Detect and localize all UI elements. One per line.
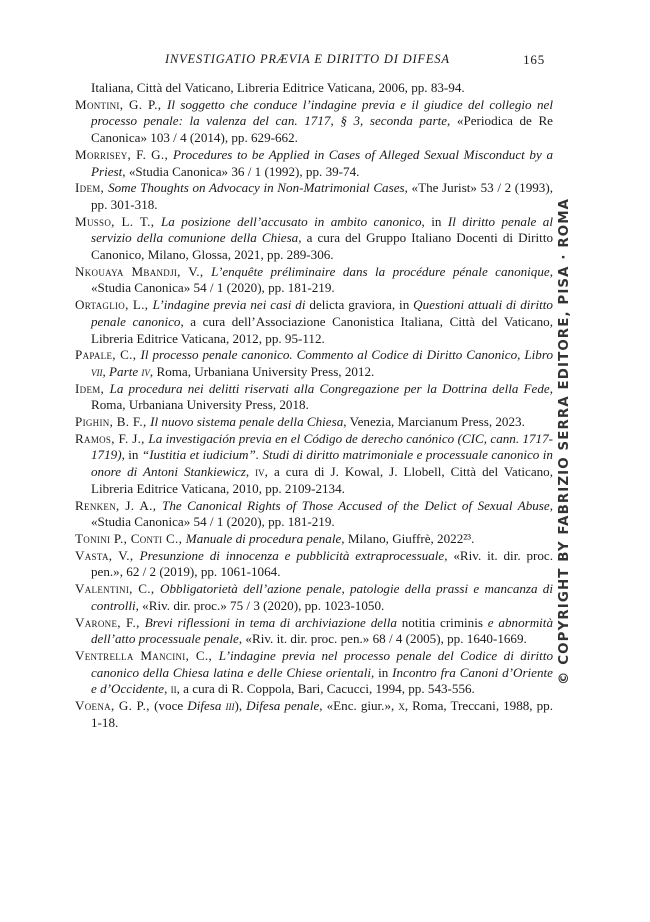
- entry-text: Procedures to be Applied in Cases of Alleged Sexual Misconduct by a Priest: [91, 146, 553, 179]
- entry-text: , Roma, Treccani, 1988, pp. 1-18.: [91, 698, 553, 730]
- entry-text: (voce: [154, 698, 188, 714]
- entry-text: Italiana, Città del Vaticano, Libreria Editrice Vaticana, 2006, pp. 83-94.: [91, 80, 465, 95]
- entry-text: Questioni attuali di diritto penale canonico: [91, 297, 553, 329]
- entry-text: , «Riv. dir. proc.» 75 / 3 (2020), pp. 1023-1050.: [135, 597, 385, 613]
- entry-text: , «Studia Canonica» 54 / 1 (2020), pp. 181-219.: [91, 263, 553, 296]
- running-title: INVESTIGATIO PRÆVIA E DIRITTO DI DIFESA: [165, 52, 450, 66]
- entry-text: , a cura di J. Kowal, J. Llobell, Città del Vaticano, Libreria Editrice Vaticana, 2010, pp. 2109-2134.: [91, 464, 553, 496]
- entry-text: ii: [170, 681, 177, 697]
- bibliography-entry: [75, 414, 553, 431]
- entry-text: , Venezia, Marcianum Press, 2023.: [343, 414, 525, 430]
- entry-author: Ventrella Mancini, C.,: [75, 647, 219, 663]
- bibliography-entry: [75, 648, 553, 698]
- entry-text: Some Thoughts on Advocacy in Non-Matrimonial Cases: [108, 180, 405, 196]
- entry-author: Idem,: [75, 380, 110, 396]
- entry-text: Manuale di procedura penale: [185, 530, 342, 546]
- entry-text: , a cura di R. Coppola, Bari, Cacucci, 1994, pp. 543-556.: [176, 681, 475, 697]
- entry-author: Idem,: [75, 180, 109, 196]
- entry-text: , in: [370, 664, 393, 680]
- entry-text: L’enquête préliminaire dans la procédure pénale canonique: [211, 263, 550, 279]
- entry-text: , Roma, Urbaniana University Press, 2012.: [149, 363, 375, 379]
- entry-author: Ramos, F. J.,: [75, 430, 149, 446]
- bibliography-list: [75, 80, 553, 731]
- entry-text: Difesa: [187, 698, 226, 714]
- bibliography-entry: [75, 498, 553, 531]
- entry-text: La procedura nei delitti riservati alla Congregazione per la Dottrina della Fede: [109, 380, 550, 396]
- bibliography-entry: [75, 548, 553, 581]
- entry-author: Varone, F.,: [75, 614, 145, 630]
- entry-text: , «Enc. giur.»,: [319, 698, 399, 714]
- entry-text: iii: [225, 698, 235, 714]
- page-number: 165: [523, 52, 545, 67]
- entry-text: , «Periodica de Re Canonica» 103 / 4 (2014), pp. 629-662.: [91, 113, 553, 146]
- bibliography-entry: [75, 615, 553, 648]
- entry-author: Renken, J. A.,: [75, 497, 163, 513]
- bibliography-entry: [75, 581, 553, 614]
- entry-text: vii: [91, 363, 103, 379]
- entry-text: Il nuovo sistema penale della Chiesa: [150, 414, 344, 430]
- entry-text: , «Riv. it. dir. proc. pen.», 62 / 2 (2019), pp. 1061-1064.: [91, 547, 553, 580]
- bibliography-entry: [75, 180, 553, 213]
- entry-text: notitia criminis: [401, 614, 483, 630]
- entry-text: Obbligatorietà dell’azione penale, patologie della prassi e mancanza di controlli: [91, 581, 553, 613]
- bibliography-entry: [75, 214, 553, 264]
- entry-text: , in: [121, 447, 142, 463]
- entry-text: Incontro fra Canoni d’Oriente e d’Occidente: [91, 664, 553, 697]
- entry-text: delicta graviora: [309, 297, 392, 313]
- entry-text: , a cura dell’Associazione Canonistica Italiana, Città del Vaticano, Libreria Editrice Vaticana, 2012, pp. 95-112.: [91, 313, 554, 346]
- entry-text: , «Studia Canonica» 36 / 1 (1992), pp. 39-74.: [122, 163, 360, 179]
- entry-author: Ortaglio, L.,: [75, 297, 153, 313]
- entry-text: , Roma, Urbaniana University Press, 2018.: [91, 380, 553, 413]
- entry-text: , «Studia Canonica» 54 / 1 (2020), pp. 181-219.: [91, 497, 553, 530]
- entry-text: ,: [164, 681, 171, 697]
- entry-text: Difesa penale: [246, 698, 320, 714]
- bibliography-entry: [75, 381, 553, 414]
- entry-author: Montini, G. P.,: [75, 96, 167, 112]
- copyright-notice: © COPYRIGHT BY FABRIZIO SERRA EDITORE, PISA · ROMA: [557, 197, 572, 685]
- entry-author: Musso, L. T.,: [75, 213, 162, 229]
- entry-text: , Milano, Giuffrè, 2022²³.: [341, 530, 475, 546]
- entry-text: iv: [255, 464, 265, 480]
- entry-text: Presunzione di innocenza e pubblicità extraprocessuale: [139, 547, 445, 563]
- entry-author: Tonini P., Conti C.,: [75, 530, 186, 546]
- bibliography-entry: [75, 147, 553, 180]
- entry-author: Voena, G. P.,: [75, 698, 155, 714]
- bibliography-entry: [75, 264, 553, 297]
- entry-text: L’indagine previa nel processo penale del Codice di diritto canonico della Chiesa latina e delle Chiese orientali: [91, 647, 553, 680]
- bibliography-entry: [75, 347, 553, 380]
- entry-text: ,: [245, 464, 256, 480]
- bibliography-entry: [75, 97, 553, 147]
- entry-text: , in: [421, 213, 448, 229]
- entry-text: The Canonical Rights of Those Accused of the Delict of Sexual Abuse: [162, 497, 550, 513]
- entry-text: L’indagine previa nei casi di: [152, 297, 310, 313]
- entry-text: ),: [234, 698, 247, 714]
- bibliography-entry: [75, 531, 553, 548]
- entry-text: La investigación previa en el Código de derecho canónico (CIC, cann. 1717-1719): [91, 430, 554, 463]
- bibliography-entry: [75, 431, 553, 498]
- entry-text: La posizione dell’accusato in ambito canonico: [161, 213, 422, 229]
- entry-author: Papale, C.,: [75, 347, 141, 363]
- entry-text: Il soggetto che conduce l’indagine previa e il giudice del collegio nel processo penale: la valenza del can. 1717, § 3, seconda parte: [91, 96, 553, 129]
- entry-text: , Parte: [102, 363, 142, 379]
- entry-text: Il processo penale canonico. Commento al Codice di Diritto Canonico, Libro: [140, 347, 554, 363]
- bibliography-entry: [75, 80, 553, 97]
- entry-text: Brevi riflessioni in tema di archiviazione della: [144, 614, 402, 630]
- bibliography-entry: [75, 698, 553, 731]
- entry-text: , a cura del Gruppo Italiano Docenti di Diritto Canonico, Milano, Glossa, 2021, pp. 289-306.: [91, 230, 554, 263]
- entry-text: x: [398, 698, 405, 714]
- entry-text: , «Riv. it. dir. proc. pen.» 68 / 4 (2005), pp. 1640-1669.: [238, 631, 527, 647]
- entry-text: iv: [141, 363, 150, 379]
- entry-text: Il diritto penale al servizio della comunione della Chiesa: [91, 213, 553, 246]
- entry-author: Nkouaya Mbandji, V.,: [75, 263, 212, 279]
- entry-author: Vasta, V.,: [75, 547, 140, 563]
- entry-text: , in: [391, 297, 414, 313]
- bibliography-entry: [75, 297, 553, 347]
- entry-text: e abnormità dell’atto processuale penale: [91, 614, 553, 647]
- entry-author: Morrisey, F. G.,: [75, 146, 174, 162]
- entry-author: Valentini, C.,: [75, 581, 161, 597]
- entry-text: , «The Jurist» 53 / 2 (1993), pp. 301-318.: [91, 180, 553, 212]
- entry-text: “Iustitia et iudicium”. Studi di diritto matrimoniale e processuale canonico in onore di Antoni Stankiewicz: [91, 447, 553, 480]
- entry-author: Pighin, B. F.,: [75, 414, 151, 430]
